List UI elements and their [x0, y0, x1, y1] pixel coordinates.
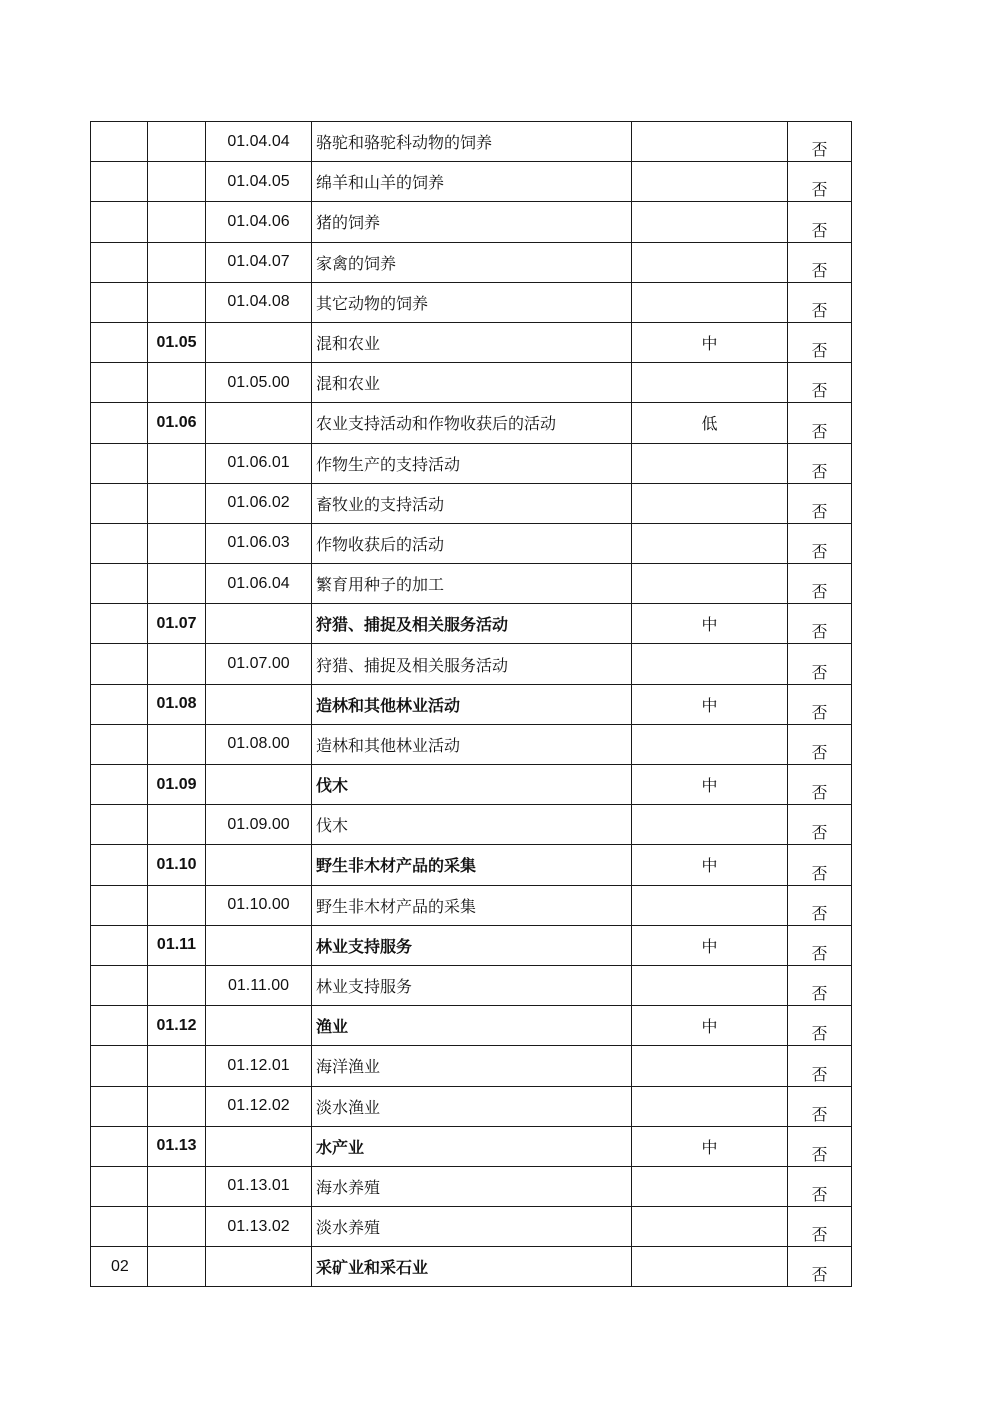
- description-cell: 淡水养殖: [312, 1207, 632, 1247]
- class-code-cell: 01.04.05: [206, 162, 312, 202]
- table-row: [91, 805, 852, 845]
- risk-level-cell: [632, 1207, 788, 1247]
- class-code-cell: [206, 925, 312, 965]
- class-code-cell: [206, 684, 312, 724]
- class-code-cell: [206, 765, 312, 805]
- group-code-cell: 01.08: [148, 684, 206, 724]
- class-code-cell: [206, 1126, 312, 1166]
- flag-cell: 否: [788, 1207, 852, 1247]
- description-cell: 农业支持活动和作物收获后的活动: [312, 403, 632, 443]
- division-code-cell: [91, 564, 148, 604]
- class-code-cell: 01.04.06: [206, 202, 312, 242]
- risk-level-cell: [632, 805, 788, 845]
- risk-level-cell: 中: [632, 322, 788, 362]
- flag-cell: 否: [788, 483, 852, 523]
- group-code-cell: 01.12: [148, 1006, 206, 1046]
- group-code-cell: [148, 564, 206, 604]
- group-code-cell: 01.11: [148, 925, 206, 965]
- flag-cell: 否: [788, 443, 852, 483]
- group-code-cell: [148, 724, 206, 764]
- division-code-cell: [91, 1046, 148, 1086]
- table-row: [91, 885, 852, 925]
- description-cell: 作物生产的支持活动: [312, 443, 632, 483]
- division-code-cell: [91, 1086, 148, 1126]
- division-code-cell: [91, 885, 148, 925]
- division-code-cell: [91, 122, 148, 162]
- risk-level-cell: [632, 1166, 788, 1206]
- risk-level-cell: 中: [632, 925, 788, 965]
- group-code-cell: [148, 1166, 206, 1206]
- group-code-cell: 01.07: [148, 604, 206, 644]
- flag-cell: 否: [788, 724, 852, 764]
- risk-level-cell: [632, 483, 788, 523]
- flag-cell: 否: [788, 885, 852, 925]
- class-code-cell: 01.11.00: [206, 965, 312, 1005]
- description-cell: 野生非木材产品的采集: [312, 885, 632, 925]
- description-cell: 渔业: [312, 1006, 632, 1046]
- class-code-cell: [206, 1006, 312, 1046]
- risk-level-cell: [632, 644, 788, 684]
- division-code-cell: [91, 523, 148, 563]
- risk-level-cell: [632, 242, 788, 282]
- flag-cell: 否: [788, 765, 852, 805]
- table-row: [91, 483, 852, 523]
- flag-cell: 否: [788, 604, 852, 644]
- description-cell: 家禽的饲养: [312, 242, 632, 282]
- description-cell: 海洋渔业: [312, 1046, 632, 1086]
- flag-cell: 否: [788, 1126, 852, 1166]
- division-code-cell: [91, 1166, 148, 1206]
- division-code-cell: [91, 322, 148, 362]
- flag-cell: 否: [788, 1166, 852, 1206]
- flag-cell: 否: [788, 805, 852, 845]
- risk-level-cell: [632, 202, 788, 242]
- class-code-cell: [206, 403, 312, 443]
- group-code-cell: 01.10: [148, 845, 206, 885]
- description-cell: 水产业: [312, 1126, 632, 1166]
- class-code-cell: 01.13.02: [206, 1207, 312, 1247]
- table-row: [91, 1207, 852, 1247]
- risk-level-cell: [632, 523, 788, 563]
- division-code-cell: [91, 684, 148, 724]
- table-row: [91, 845, 852, 885]
- table-row: [91, 564, 852, 604]
- division-code-cell: 02: [91, 1247, 148, 1287]
- division-code-cell: [91, 282, 148, 322]
- description-cell: 采矿业和采石业: [312, 1247, 632, 1287]
- flag-cell: 否: [788, 122, 852, 162]
- description-cell: 其它动物的饲养: [312, 282, 632, 322]
- risk-level-cell: [632, 885, 788, 925]
- group-code-cell: [148, 363, 206, 403]
- flag-cell: 否: [788, 202, 852, 242]
- group-code-cell: [148, 965, 206, 1005]
- group-code-cell: [148, 483, 206, 523]
- group-code-cell: [148, 1046, 206, 1086]
- classification-table: [90, 121, 852, 1287]
- description-cell: 野生非木材产品的采集: [312, 845, 632, 885]
- risk-level-cell: [632, 724, 788, 764]
- risk-level-cell: [632, 1086, 788, 1126]
- group-code-cell: [148, 644, 206, 684]
- class-code-cell: 01.10.00: [206, 885, 312, 925]
- table-row: [91, 925, 852, 965]
- group-code-cell: [148, 885, 206, 925]
- description-cell: 混和农业: [312, 363, 632, 403]
- description-cell: 狩猎、捕捉及相关服务活动: [312, 644, 632, 684]
- table-row: [91, 202, 852, 242]
- division-code-cell: [91, 1126, 148, 1166]
- flag-cell: 否: [788, 1046, 852, 1086]
- group-code-cell: [148, 242, 206, 282]
- table-row: [91, 322, 852, 362]
- flag-cell: 否: [788, 684, 852, 724]
- flag-cell: 否: [788, 925, 852, 965]
- risk-level-cell: [632, 443, 788, 483]
- risk-level-cell: [632, 564, 788, 604]
- flag-cell: 否: [788, 322, 852, 362]
- class-code-cell: 01.04.07: [206, 242, 312, 282]
- risk-level-cell: 中: [632, 604, 788, 644]
- risk-level-cell: [632, 162, 788, 202]
- class-code-cell: 01.13.01: [206, 1166, 312, 1206]
- table-row: [91, 1126, 852, 1166]
- division-code-cell: [91, 162, 148, 202]
- table-row: [91, 724, 852, 764]
- table-row: [91, 363, 852, 403]
- flag-cell: 否: [788, 242, 852, 282]
- description-cell: 林业支持服务: [312, 925, 632, 965]
- description-cell: 骆驼和骆驼科动物的饲养: [312, 122, 632, 162]
- description-cell: 伐木: [312, 765, 632, 805]
- class-code-cell: 01.06.01: [206, 443, 312, 483]
- table-row: [91, 1006, 852, 1046]
- division-code-cell: [91, 1207, 148, 1247]
- risk-level-cell: 中: [632, 1126, 788, 1166]
- flag-cell: 否: [788, 162, 852, 202]
- flag-cell: 否: [788, 403, 852, 443]
- flag-cell: 否: [788, 845, 852, 885]
- description-cell: 林业支持服务: [312, 965, 632, 1005]
- division-code-cell: [91, 483, 148, 523]
- table-row: [91, 242, 852, 282]
- flag-cell: 否: [788, 1247, 852, 1287]
- class-code-cell: [206, 604, 312, 644]
- description-cell: 繁育用种子的加工: [312, 564, 632, 604]
- flag-cell: 否: [788, 282, 852, 322]
- flag-cell: 否: [788, 644, 852, 684]
- group-code-cell: [148, 1086, 206, 1126]
- table-row: [91, 644, 852, 684]
- class-code-cell: 01.04.04: [206, 122, 312, 162]
- table-row: [91, 282, 852, 322]
- class-code-cell: 01.06.03: [206, 523, 312, 563]
- table-row: [91, 162, 852, 202]
- class-code-cell: [206, 322, 312, 362]
- risk-level-cell: [632, 965, 788, 1005]
- division-code-cell: [91, 242, 148, 282]
- description-cell: 造林和其他林业活动: [312, 684, 632, 724]
- division-code-cell: [91, 644, 148, 684]
- group-code-cell: 01.05: [148, 322, 206, 362]
- class-code-cell: 01.12.02: [206, 1086, 312, 1126]
- flag-cell: 否: [788, 564, 852, 604]
- class-code-cell: 01.12.01: [206, 1046, 312, 1086]
- group-code-cell: [148, 805, 206, 845]
- description-cell: 伐木: [312, 805, 632, 845]
- division-code-cell: [91, 805, 148, 845]
- risk-level-cell: 中: [632, 765, 788, 805]
- division-code-cell: [91, 724, 148, 764]
- table-row: [91, 1046, 852, 1086]
- division-code-cell: [91, 845, 148, 885]
- division-code-cell: [91, 965, 148, 1005]
- group-code-cell: [148, 523, 206, 563]
- table-body: [91, 122, 852, 1287]
- table-row: [91, 765, 852, 805]
- table-row: [91, 965, 852, 1005]
- group-code-cell: [148, 282, 206, 322]
- class-code-cell: [206, 1247, 312, 1287]
- group-code-cell: [148, 1207, 206, 1247]
- group-code-cell: 01.13: [148, 1126, 206, 1166]
- division-code-cell: [91, 925, 148, 965]
- group-code-cell: [148, 122, 206, 162]
- risk-level-cell: [632, 1046, 788, 1086]
- flag-cell: 否: [788, 523, 852, 563]
- description-cell: 造林和其他林业活动: [312, 724, 632, 764]
- class-code-cell: 01.06.02: [206, 483, 312, 523]
- table-row: [91, 1247, 852, 1287]
- class-code-cell: 01.09.00: [206, 805, 312, 845]
- risk-level-cell: 中: [632, 684, 788, 724]
- description-cell: 狩猎、捕捉及相关服务活动: [312, 604, 632, 644]
- table-row: [91, 403, 852, 443]
- class-code-cell: 01.04.08: [206, 282, 312, 322]
- table-row: [91, 1166, 852, 1206]
- division-code-cell: [91, 202, 148, 242]
- table-row: [91, 523, 852, 563]
- description-cell: 畜牧业的支持活动: [312, 483, 632, 523]
- class-code-cell: 01.06.04: [206, 564, 312, 604]
- description-cell: 海水养殖: [312, 1166, 632, 1206]
- risk-level-cell: 低: [632, 403, 788, 443]
- class-code-cell: 01.08.00: [206, 724, 312, 764]
- description-cell: 作物收获后的活动: [312, 523, 632, 563]
- description-cell: 绵羊和山羊的饲养: [312, 162, 632, 202]
- risk-level-cell: [632, 282, 788, 322]
- flag-cell: 否: [788, 965, 852, 1005]
- risk-level-cell: 中: [632, 1006, 788, 1046]
- division-code-cell: [91, 363, 148, 403]
- division-code-cell: [91, 403, 148, 443]
- group-code-cell: 01.09: [148, 765, 206, 805]
- division-code-cell: [91, 1006, 148, 1046]
- description-cell: 混和农业: [312, 322, 632, 362]
- division-code-cell: [91, 765, 148, 805]
- risk-level-cell: [632, 363, 788, 403]
- table-row: [91, 1086, 852, 1126]
- table-row: [91, 122, 852, 162]
- table-row: [91, 684, 852, 724]
- flag-cell: 否: [788, 1086, 852, 1126]
- table-row: [91, 604, 852, 644]
- class-code-cell: 01.05.00: [206, 363, 312, 403]
- group-code-cell: [148, 202, 206, 242]
- division-code-cell: [91, 443, 148, 483]
- group-code-cell: 01.06: [148, 403, 206, 443]
- division-code-cell: [91, 604, 148, 644]
- group-code-cell: [148, 162, 206, 202]
- risk-level-cell: [632, 122, 788, 162]
- risk-level-cell: 中: [632, 845, 788, 885]
- description-cell: 猪的饲养: [312, 202, 632, 242]
- class-code-cell: 01.07.00: [206, 644, 312, 684]
- class-code-cell: [206, 845, 312, 885]
- flag-cell: 否: [788, 1006, 852, 1046]
- group-code-cell: [148, 1247, 206, 1287]
- description-cell: 淡水渔业: [312, 1086, 632, 1126]
- flag-cell: 否: [788, 363, 852, 403]
- risk-level-cell: [632, 1247, 788, 1287]
- group-code-cell: [148, 443, 206, 483]
- table-row: [91, 443, 852, 483]
